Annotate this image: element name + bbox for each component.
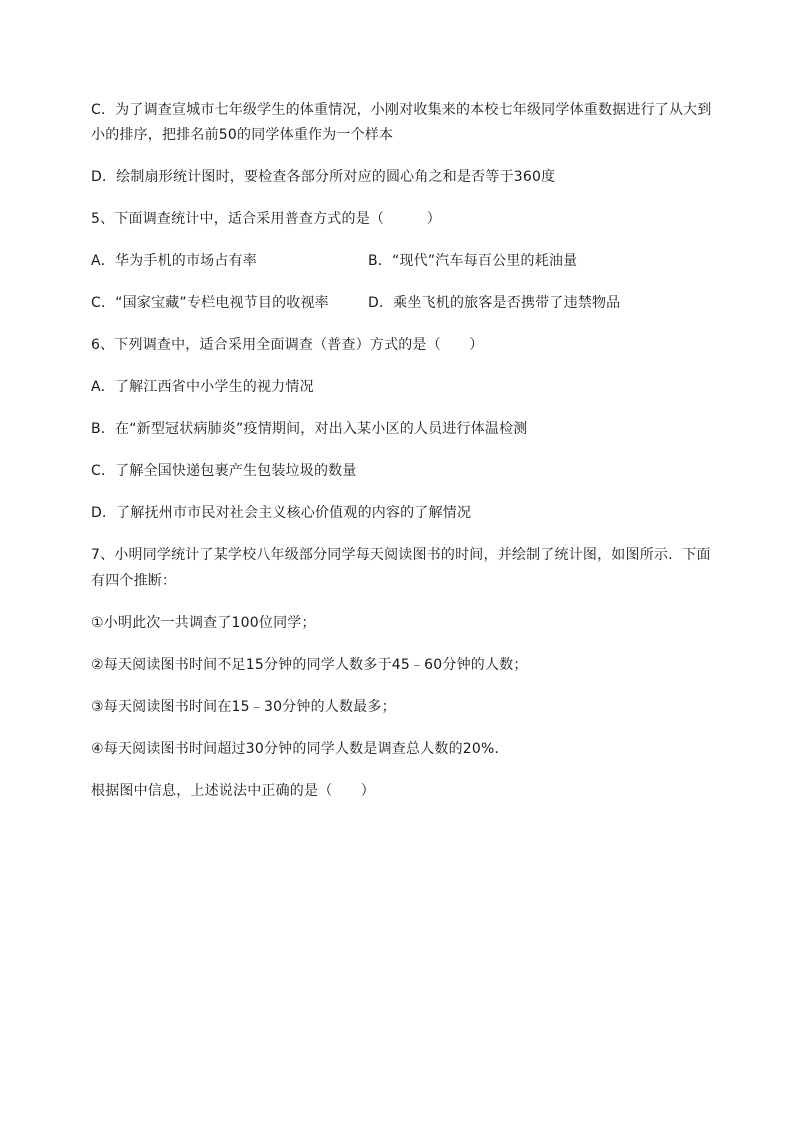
question-6: 6、下列调查中，适合采用全面调查（普查）方式的是（ ） [91, 337, 484, 353]
inference-4: ④每天阅读图书时间超过30分钟的同学人数是调查总人数的20%． [91, 741, 509, 757]
inference-2: ②每天阅读图书时间不足15分钟的同学人数多于45﹣60分钟的人数； [91, 657, 528, 673]
question-5: 5、下面调查统计中，适合采用普查方式的是（ ） [91, 211, 441, 227]
q6-option-b: B．在“新型冠状病肺炎”疫情期间，对出入某小区的人员进行体温检测 [91, 421, 528, 437]
q5-option-c: C．“国家宝藏”专栏电视节目的收视率 [91, 295, 329, 311]
q6-option-d: D．了解抚州市市民对社会主义核心价值观的内容的了解情况 [91, 505, 472, 521]
q6-option-a: A．了解江西省中小学生的视力情况 [91, 379, 314, 395]
option-c-line-1: C．为了调查宣城市七年级学生的体重情况，小刚对收集来的本校七年级同学体重数据进行了从大到 [91, 102, 712, 118]
question-7-line-2: 有四个推断： [91, 573, 177, 589]
q6-option-c: C．了解全国快递包裹产生包装垃圾的数量 [91, 463, 357, 479]
q5-option-b: B．“现代”汽车每百公里的耗油量 [368, 253, 578, 269]
inference-3: ③每天阅读图书时间在15﹣30分钟的人数最多； [91, 699, 396, 715]
question-7-prompt: 根据图中信息，上述说法中正确的是（ ） [91, 783, 375, 799]
q5-option-d: D．乘坐飞机的旅客是否携带了违禁物品 [368, 295, 621, 311]
question-7-line-1: 7、小明同学统计了某学校八年级部分同学每天阅读图书的时间，并绘制了统计图，如图所示．下面 [91, 547, 711, 563]
option-c-line-2: 小的排序，把排名前50的同学体重作为一个样本 [91, 127, 394, 143]
q5-option-a: A．华为手机的市场占有率 [91, 253, 257, 269]
inference-1: ①小明此次一共调查了100位同学； [91, 615, 316, 631]
option-d: D．绘制扇形统计图时，要检查各部分所对应的圆心角之和是否等于360度 [91, 169, 556, 185]
